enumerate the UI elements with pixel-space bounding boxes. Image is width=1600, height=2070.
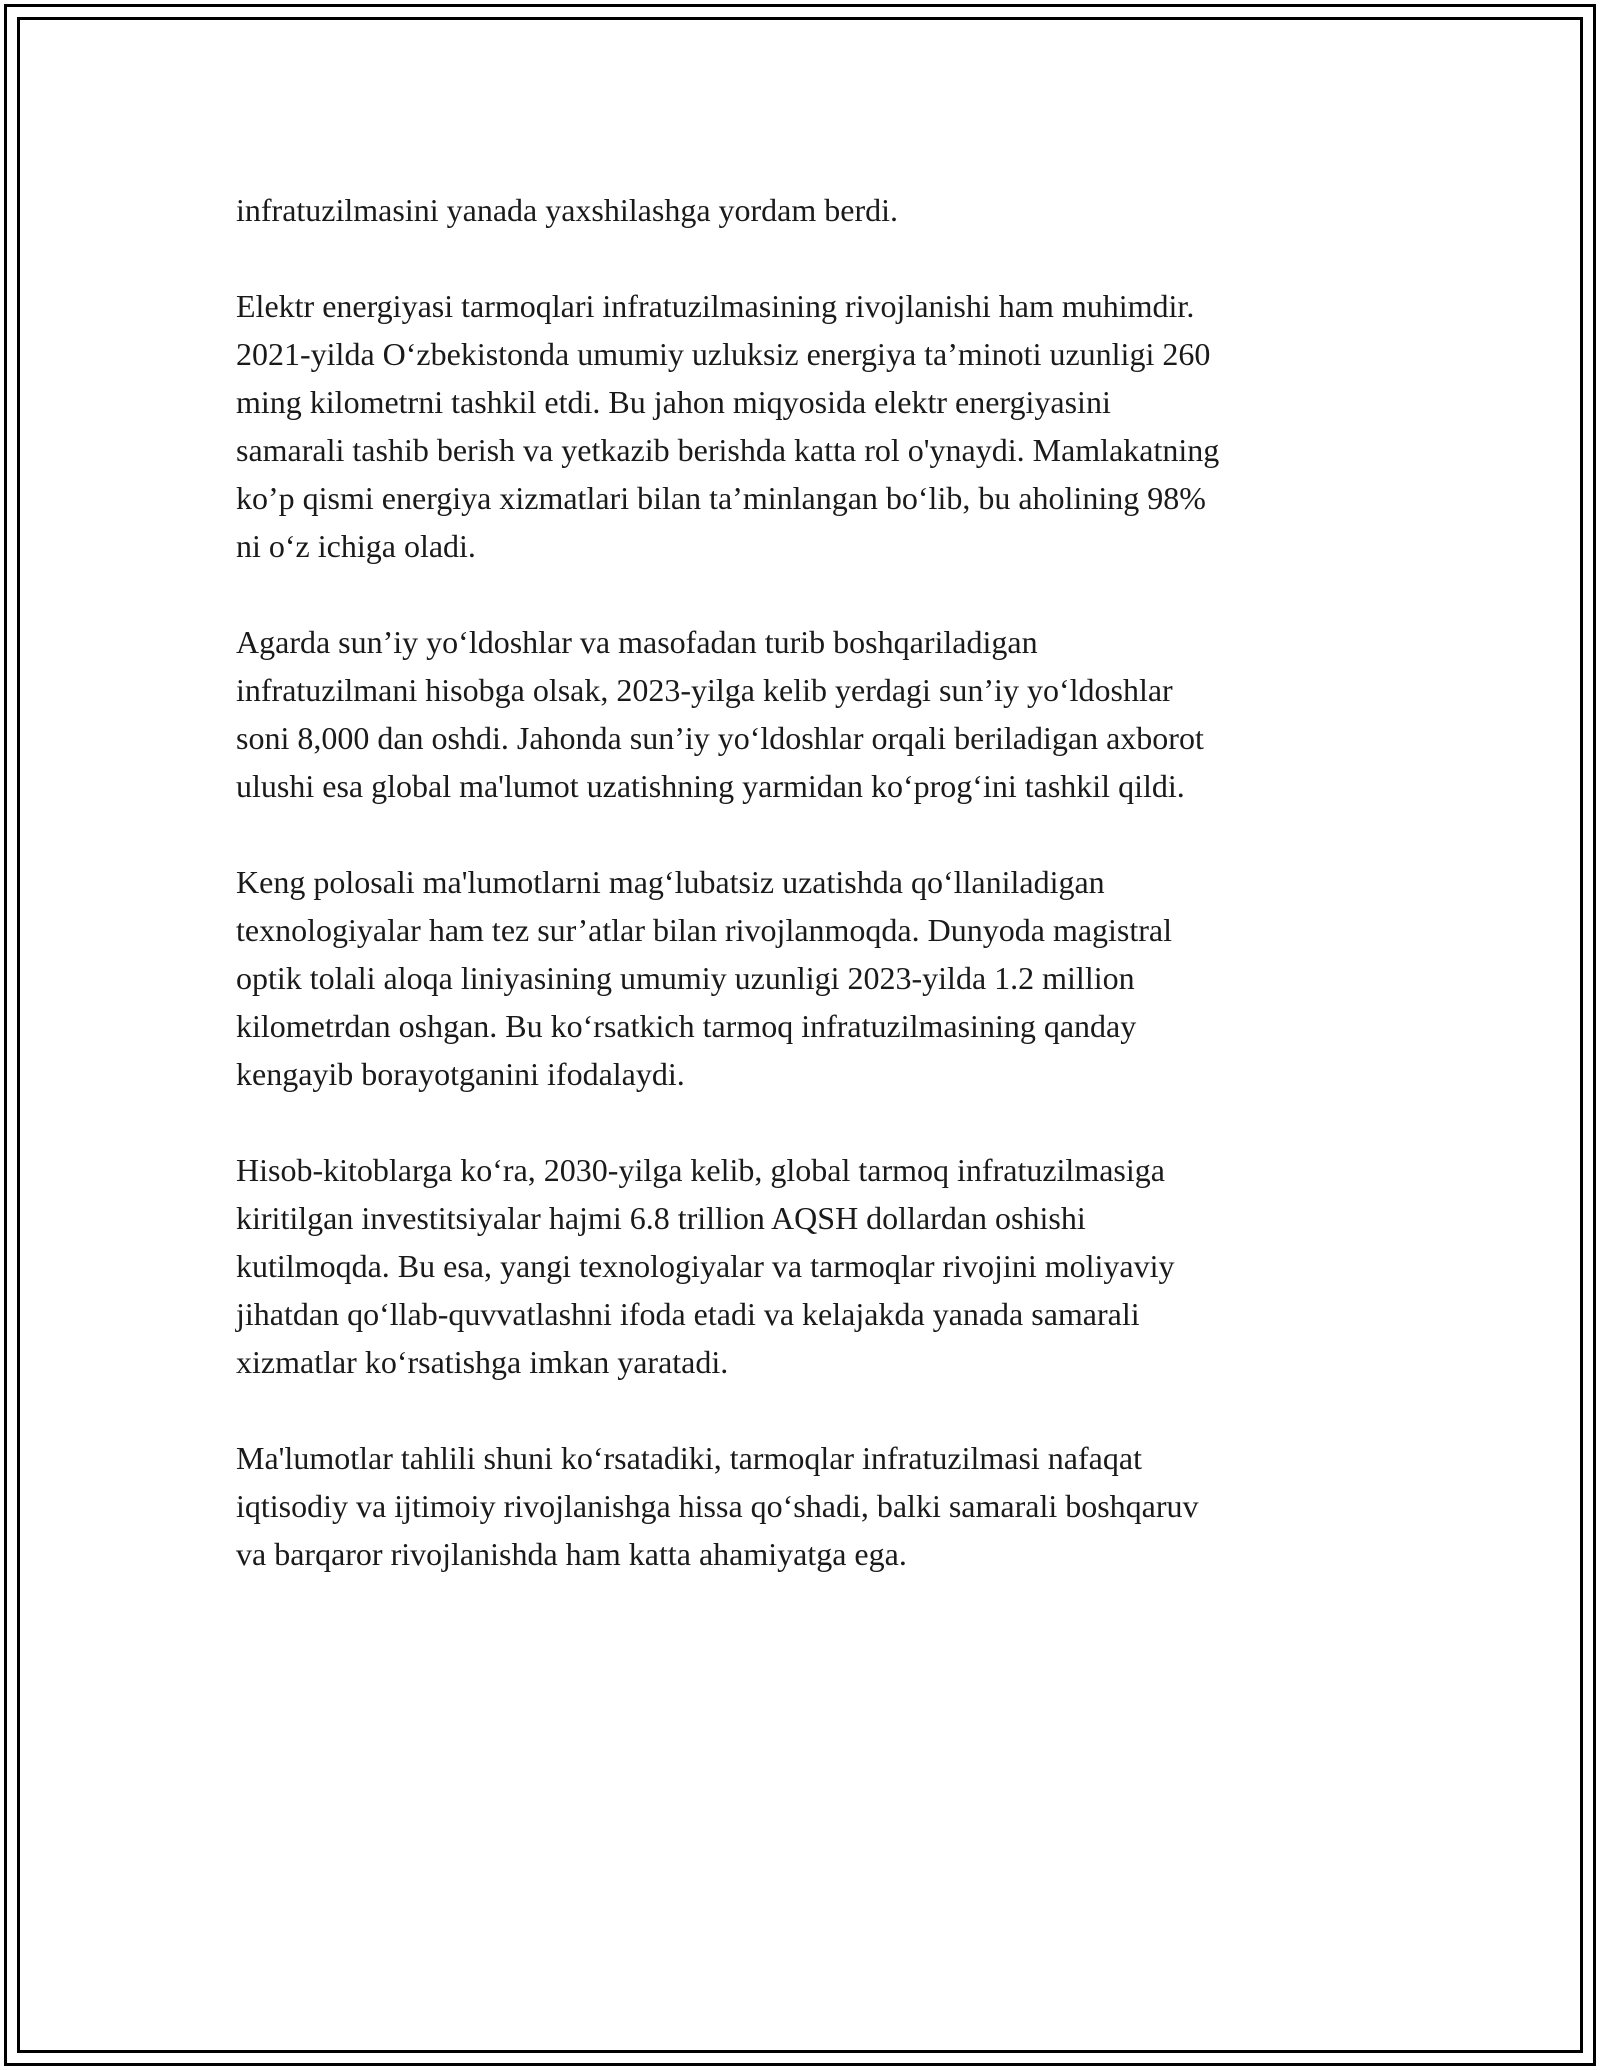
paragraph-2 <box>236 282 1376 570</box>
text-line: soni 8,000 dan oshdi. Jahonda sun’iy yo‘ldoshlar orqali beriladigan axborot <box>236 720 1204 756</box>
paragraph-1 <box>236 186 1376 234</box>
text-line: Hisob-kitoblarga ko‘ra, 2030-yilga kelib, global tarmoq infratuzilmasiga <box>236 1152 1165 1188</box>
paragraph-6 <box>236 1434 1376 1578</box>
text-line: iqtisodiy va ijtimoiy rivojlanishga hissa qo‘shadi, balki samarali boshqaruv <box>236 1488 1199 1524</box>
text-line: samarali tashib berish va yetkazib berishda katta rol o'ynaydi. Mamlakatning <box>236 432 1220 468</box>
text-line: jihatdan qo‘llab-quvvatlashni ifoda etadi va kelajakda yanada samarali <box>236 1296 1140 1332</box>
text-line: Elektr energiyasi tarmoqlari infratuzilmasining rivojlanishi ham muhimdir. <box>236 288 1195 324</box>
text-line: ni o‘z ichiga oladi. <box>236 528 476 564</box>
text-line: Ma'lumotlar tahlili shuni ko‘rsatadiki, tarmoqlar infratuzilmasi nafaqat <box>236 1440 1142 1476</box>
text-line: ko’p qismi energiya xizmatlari bilan ta’minlangan bo‘lib, bu aholining 98% <box>236 480 1206 516</box>
text-line: Agarda sun’iy yo‘ldoshlar va masofadan turib boshqariladigan <box>236 624 1038 660</box>
text-line: va barqaror rivojlanishda ham katta ahamiyatga ega. <box>236 1536 907 1572</box>
text-line: Keng polosali ma'lumotlarni mag‘lubatsiz uzatishda qo‘llaniladigan <box>236 864 1105 900</box>
text-line: kiritilgan investitsiyalar hajmi 6.8 trillion AQSH dollardan oshishi <box>236 1200 1086 1236</box>
text-line: 2021-yilda O‘zbekistonda umumiy uzluksiz energiya ta’minoti uzunligi 260 <box>236 336 1211 372</box>
text-line: kutilmoqda. Bu esa, yangi texnologiyalar va tarmoqlar rivojini moliyaviy <box>236 1248 1175 1284</box>
text-line: infratuzilmani hisobga olsak, 2023-yilga kelib yerdagi sun’iy yo‘ldoshlar <box>236 672 1173 708</box>
text-line: ulushi esa global ma'lumot uzatishning yarmidan ko‘prog‘ini tashkil qildi. <box>236 768 1185 804</box>
paragraph-4 <box>236 858 1376 1098</box>
document-body <box>236 186 1376 1626</box>
text-line: kilometrdan oshgan. Bu ko‘rsatkich tarmoq infratuzilmasining qanday <box>236 1008 1137 1044</box>
paragraph-5 <box>236 1146 1376 1386</box>
text-line: texnologiyalar ham tez sur’atlar bilan rivojlanmoqda. Dunyoda magistral <box>236 912 1173 948</box>
text-line: ming kilometrni tashkil etdi. Bu jahon miqyosida elektr energiyasini <box>236 384 1111 420</box>
text-line: kengayib borayotganini ifodalaydi. <box>236 1056 685 1092</box>
text-line: optik tolali aloqa liniyasining umumiy uzunligi 2023-yilda 1.2 million <box>236 960 1135 996</box>
paragraph-3 <box>236 618 1376 810</box>
text-line: infratuzilmasini yanada yaxshilashga yordam berdi. <box>236 192 899 228</box>
text-line: xizmatlar ko‘rsatishga imkan yaratadi. <box>236 1344 729 1380</box>
